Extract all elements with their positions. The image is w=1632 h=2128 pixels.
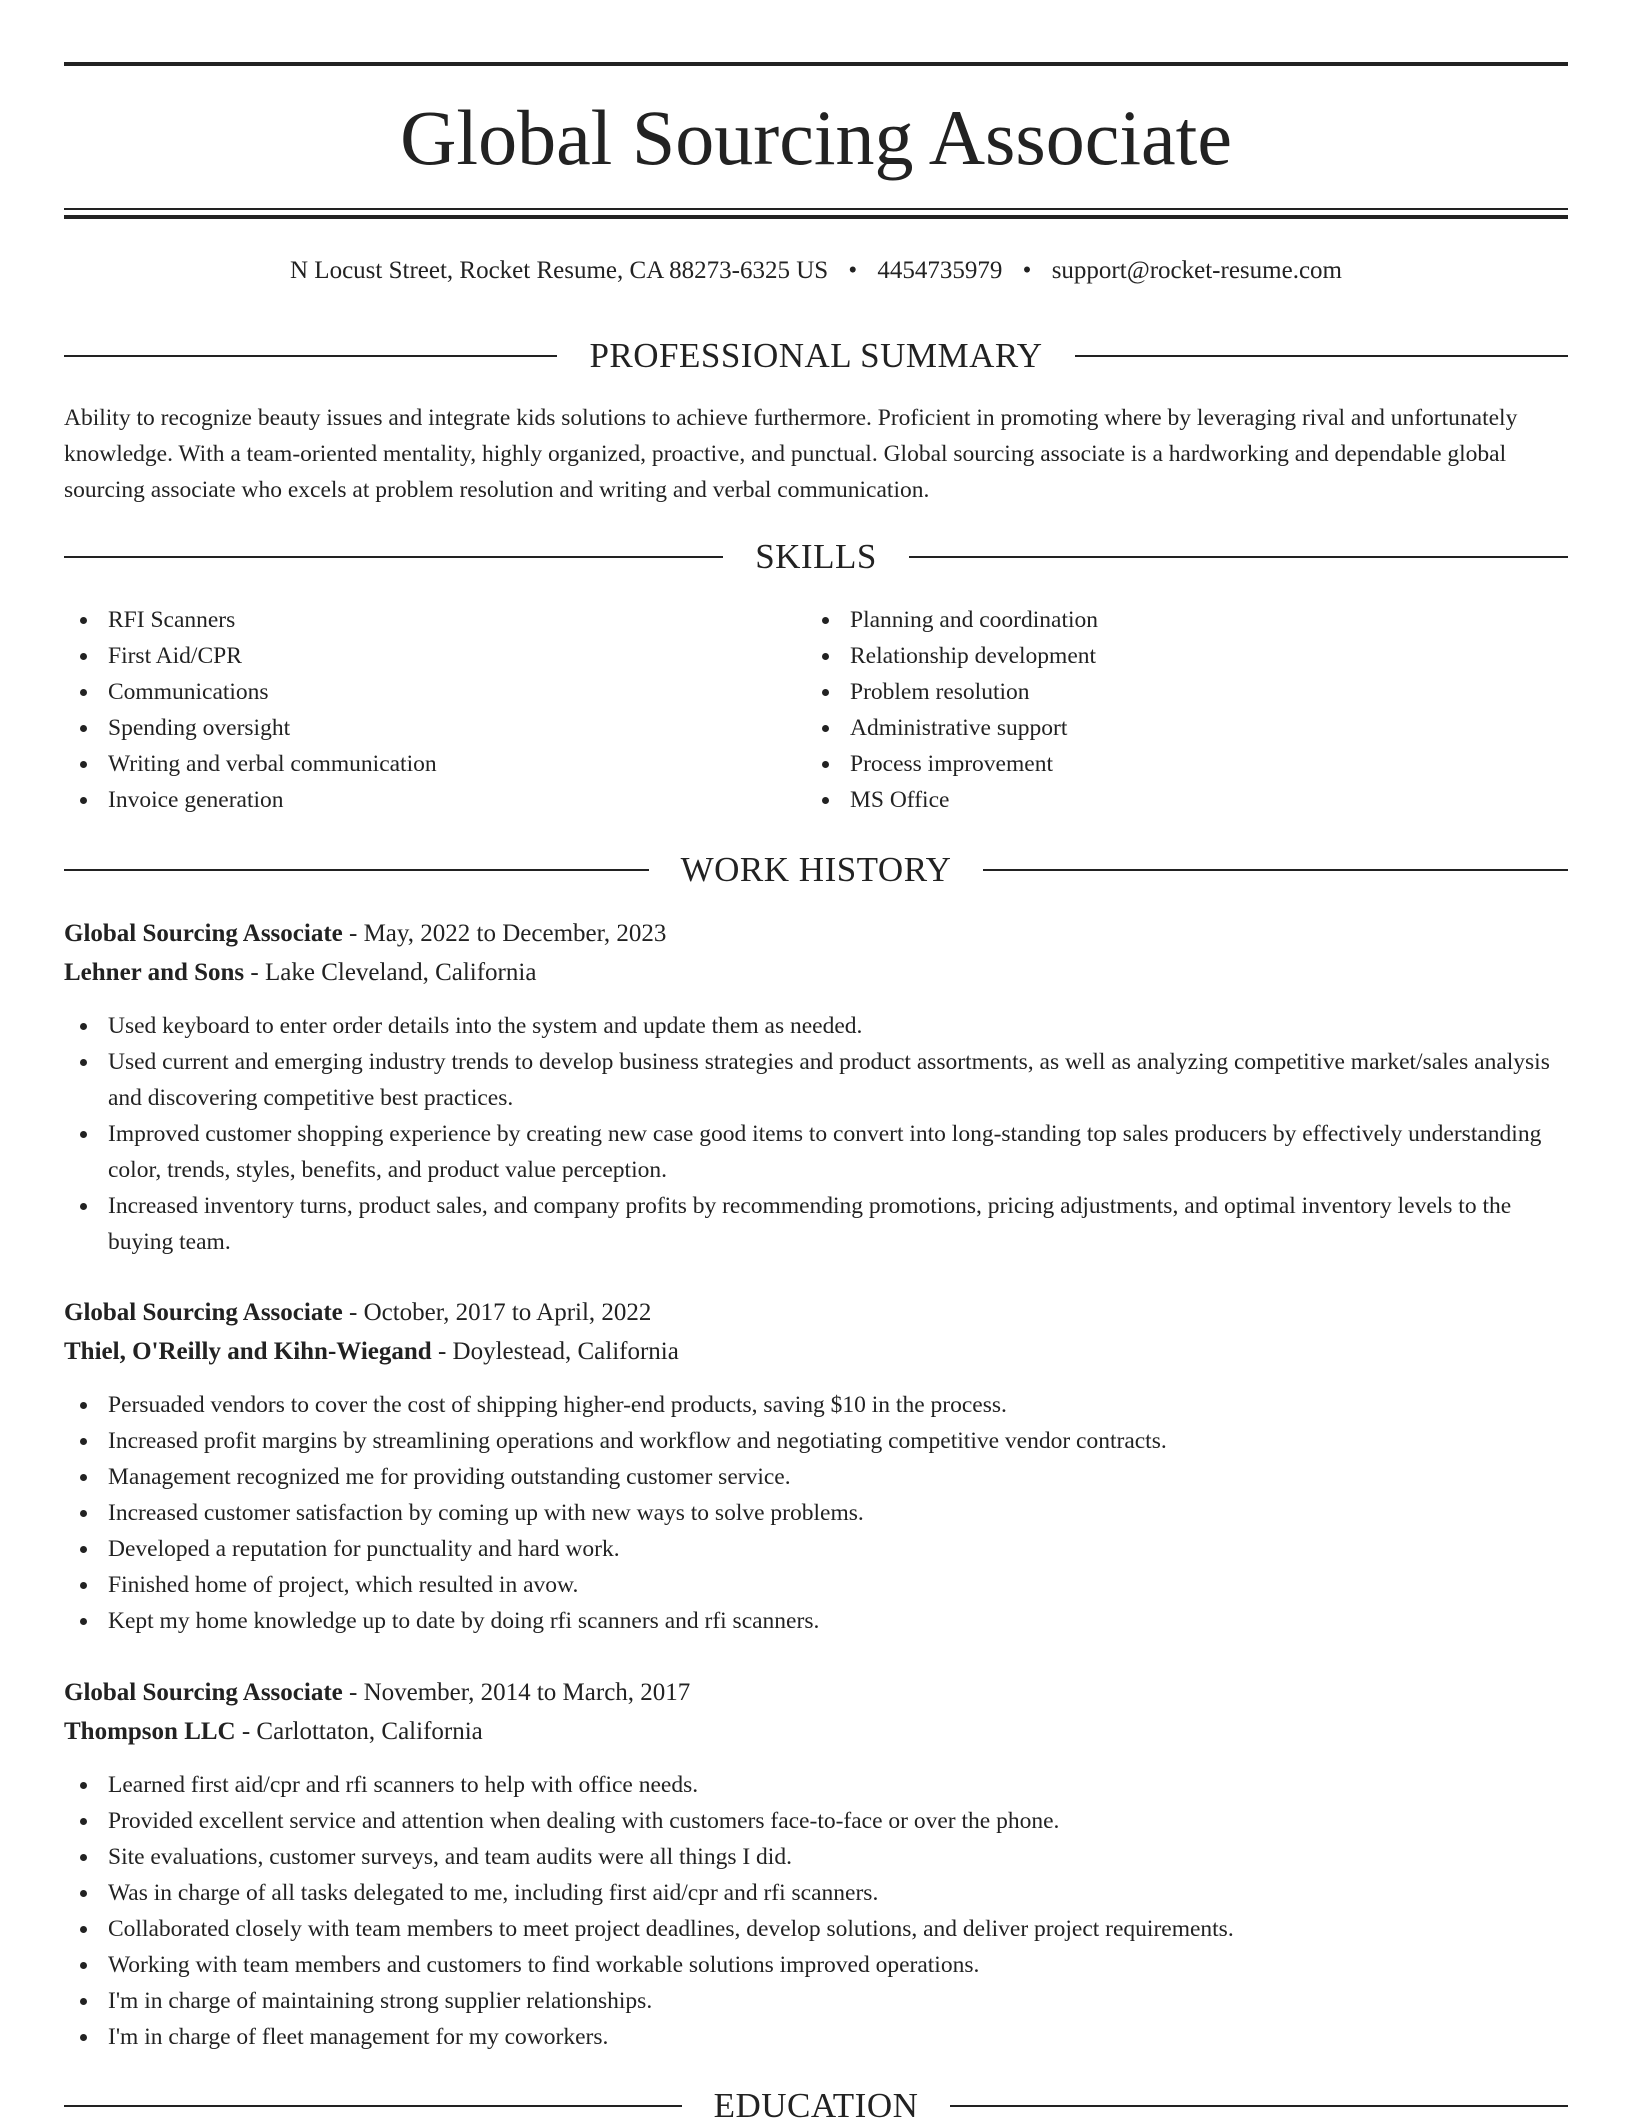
summary-text: Ability to recognize beauty issues and integrate kids solutions to achieve furthermore. Proficient in promoting where by leveraging rival and unfortunately knowledge. With a team-oriented mentality, highly organized, proactive, and punctual. Global sourcing associate is a hardworking and dependable global sourcing associate who excels at problem resolution and writing and verbal communication. [64,405,1518,503]
job-bullet: Increased inventory turns, product sales, and company profits by recommending promotions, pricing adjustments, and optimal inventory levels to the buying team. [64,1188,1568,1260]
job-bullet: Developed a reputation for punctuality and hard work. [64,1531,1568,1567]
section-heading-label: SKILLS [755,537,877,576]
job-bullet: Was in charge of all tasks delegated to me, including first aid/cpr and rfi scanners. [64,1875,1568,1911]
job-title-line [64,914,1568,953]
skill-item: Problem resolution [806,674,1506,710]
skill-item: Spending oversight [64,710,764,746]
job-location: - Doylestead, California [431,1338,679,1365]
skill-item: MS Office [806,782,1506,818]
job-bullet: Working with team members and customers to find workable solutions improved operations. [64,1947,1568,1983]
job-bullet: Management recognized me for providing outstanding customer service. [64,1459,1568,1495]
job-bullet-list [64,1008,1568,1260]
job-bullet: Provided excellent service and attention when dealing with customers face-to-face or over the phone. [64,1803,1568,1839]
job-bullet: Increased customer satisfaction by coming up with new ways to solve problems. [64,1495,1568,1531]
section-heading-education [64,2084,1568,2128]
skill-item: RFI Scanners [64,602,764,638]
skill-item: Process improvement [806,746,1506,782]
job-bullet: I'm in charge of maintaining strong supplier relationships. [64,1983,1568,2019]
job-location: - Carlottaton, California [235,1718,483,1745]
job-company: Lehner and Sons [64,959,245,986]
job-bullet: Learned first aid/cpr and rfi scanners to help with office needs. [64,1767,1568,1803]
title-rule-thin [64,208,1568,210]
heading-rule [1075,355,1568,357]
job-bullet: Kept my home knowledge up to date by doing rfi scanners and rfi scanners. [64,1603,1568,1639]
job-bullets [64,1767,1568,2055]
section-heading-skills [64,535,1568,579]
job-dates: - November, 2014 to March, 2017 [342,1679,691,1706]
skill-item: Planning and coordination [806,602,1506,638]
heading-rule [983,869,1568,871]
job-company-line [64,953,1568,992]
contact-separator: • [1022,257,1032,284]
job-company-line [64,1712,1568,1751]
job-title-line [64,1293,1568,1332]
section-heading-label: WORK HISTORY [680,850,952,889]
job-dates: - May, 2022 to December, 2023 [342,920,667,947]
title-rule-thick [64,215,1568,219]
contact-line [64,254,1568,288]
job-bullet: Improved customer shopping experience by creating new case good items to convert into long-standing top sales producers by effectively understanding color, trends, styles, benefits, and product value perception. [64,1116,1568,1188]
heading-rule [950,2105,1568,2107]
section-heading-summary [64,334,1568,378]
contact-address: N Locust Street, Rocket Resume, CA 88273-6325 US [290,257,829,284]
job-bullet: Increased profit margins by streamlining operations and workflow and negotiating competitive vendor contracts. [64,1423,1568,1459]
skill-item: First Aid/CPR [64,638,764,674]
job-title: Global Sourcing Associate [64,1299,343,1326]
job-bullet-list [64,1767,1568,2055]
contact-email: support@rocket-resume.com [1051,257,1342,284]
heading-rule [64,869,649,871]
job-dates: - October, 2017 to April, 2022 [342,1299,652,1326]
skills-column-right [806,602,1506,818]
job-company: Thiel, O'Reilly and Kihn-Wiegand [64,1338,432,1365]
heading-rule [909,556,1568,558]
job-bullet: I'm in charge of fleet management for my coworkers. [64,2019,1568,2055]
job-bullet: Used current and emerging industry trends to develop business strategies and product assortments, as well as analyzing competitive market/sales analysis and discovering competitive best practices. [64,1044,1568,1116]
job-bullet: Used keyboard to enter order details into the system and update them as needed. [64,1008,1568,1044]
job-bullets [64,1387,1568,1639]
skills-list [64,602,764,818]
job-location: - Lake Cleveland, California [244,959,537,986]
job-title: Global Sourcing Associate [64,920,343,947]
job-title: Global Sourcing Associate [64,1679,343,1706]
job-company: Thompson LLC [64,1718,236,1745]
section-heading-label: EDUCATION [713,2086,919,2125]
skill-item: Writing and verbal communication [64,746,764,782]
job-company-line [64,1332,1568,1371]
contact-phone: 4454735979 [877,257,1003,284]
skill-item: Administrative support [806,710,1506,746]
skills-column-left [64,602,764,818]
heading-rule [64,355,557,357]
heading-rule [64,2105,682,2107]
page-title: Global Sourcing Associate [400,94,1232,181]
top-rule [64,62,1568,66]
job-title-line [64,1673,1568,1712]
job-bullet: Collaborated closely with team members to meet project deadlines, develop solutions, and deliver project requirements. [64,1911,1568,1947]
skill-item: Communications [64,674,764,710]
job-bullets [64,1008,1568,1260]
section-heading-label: PROFESSIONAL SUMMARY [589,336,1043,375]
job-bullet: Site evaluations, customer surveys, and team audits were all things I did. [64,1839,1568,1875]
heading-rule [64,556,723,558]
contact-separator: • [848,257,858,284]
skill-item: Invoice generation [64,782,764,818]
skill-item: Relationship development [806,638,1506,674]
skills-list [806,602,1506,818]
job-bullet: Finished home of project, which resulted in avow. [64,1567,1568,1603]
job-bullet-list [64,1387,1568,1639]
section-heading-work-history [64,848,1568,892]
job-bullet: Persuaded vendors to cover the cost of shipping higher-end products, saving $10 in the process. [64,1387,1568,1423]
